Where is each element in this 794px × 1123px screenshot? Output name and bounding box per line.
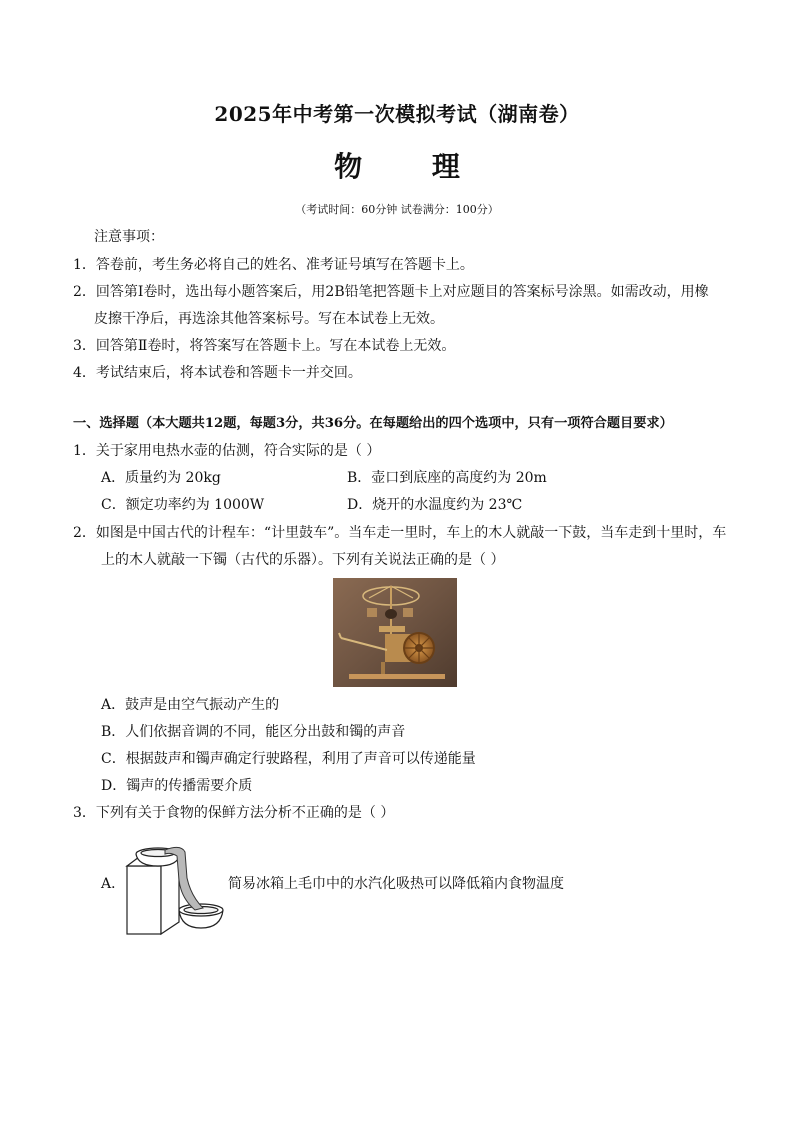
question-2-option-a: A．鼓声是由空气振动产生的 <box>101 697 280 713</box>
question-2-stem-line2: 上的木人就敲一下镯（古代的乐器）。下列有关说法正确的是（ ） <box>101 552 505 568</box>
odometer-cart-photo <box>333 578 457 687</box>
page-title: 2025年中考第一次模拟考试（湖南卷） <box>214 102 580 126</box>
notes-heading: 注意事项： <box>94 229 164 245</box>
section-heading: 一、选择题（本大题共12题，每题3分，共36分。在每题给出的四个选项中，只有一项符合题目要求） <box>73 416 673 431</box>
subject-title: 物 理 <box>334 150 490 183</box>
question-3-option-a-label: A． <box>101 876 126 892</box>
question-2-option-c: C．根据鼓声和镯声确定行驶路程，利用了声音可以传递能量 <box>101 751 476 767</box>
simple-fridge-illustration <box>121 838 227 938</box>
question-1-option-b: B．壶口到底座的高度约为 20m <box>347 470 547 486</box>
question-1-option-d: D．烧开的水温度约为 23℃ <box>347 497 523 513</box>
question-2-option-d: D．镯声的传播需要介质 <box>101 778 253 794</box>
note-item-4: 4．考试结束后，将本试卷和答题卡一并交回。 <box>73 365 362 381</box>
question-3-stem: 3．下列有关于食物的保鲜方法分析不正确的是（ ） <box>73 805 395 821</box>
question-1-stem: 1．关于家用电热水壶的估测，符合实际的是（ ） <box>73 443 381 459</box>
note-item-3: 3．回答第Ⅱ卷时，将答案写在答题卡上。写在本试卷上无效。 <box>73 338 456 354</box>
note-item-1: 1．答卷前，考生务必将自己的姓名、准考证号填写在答题卡上。 <box>73 257 474 273</box>
question-2-option-b: B．人们依据音调的不同，能区分出鼓和镯的声音 <box>101 724 406 740</box>
question-1-option-c: C．额定功率约为 1000W <box>101 497 265 513</box>
question-3-option-a-text: 简易冰箱上毛巾中的水汽化吸热可以降低箱内食物温度 <box>228 876 564 892</box>
note-item-2-cont: 皮擦干净后，再选涂其他答案标号。写在本试卷上无效。 <box>94 311 444 327</box>
question-1-option-a: A．质量约为 20kg <box>101 470 221 486</box>
question-2-stem-line1: 2．如图是中国古代的计程车：“计里鼓车”。当车走一里时，车上的木人就敲一下鼓，当车走到十里时，车 <box>73 525 727 541</box>
exam-info: （考试时间：60分钟 试卷满分：100分） <box>295 203 499 216</box>
note-item-2: 2．回答第Ⅰ卷时，选出每小题答案后，用2B铅笔把答题卡上对应题目的答案标号涂黑。如需改动，用橡 <box>73 284 709 300</box>
